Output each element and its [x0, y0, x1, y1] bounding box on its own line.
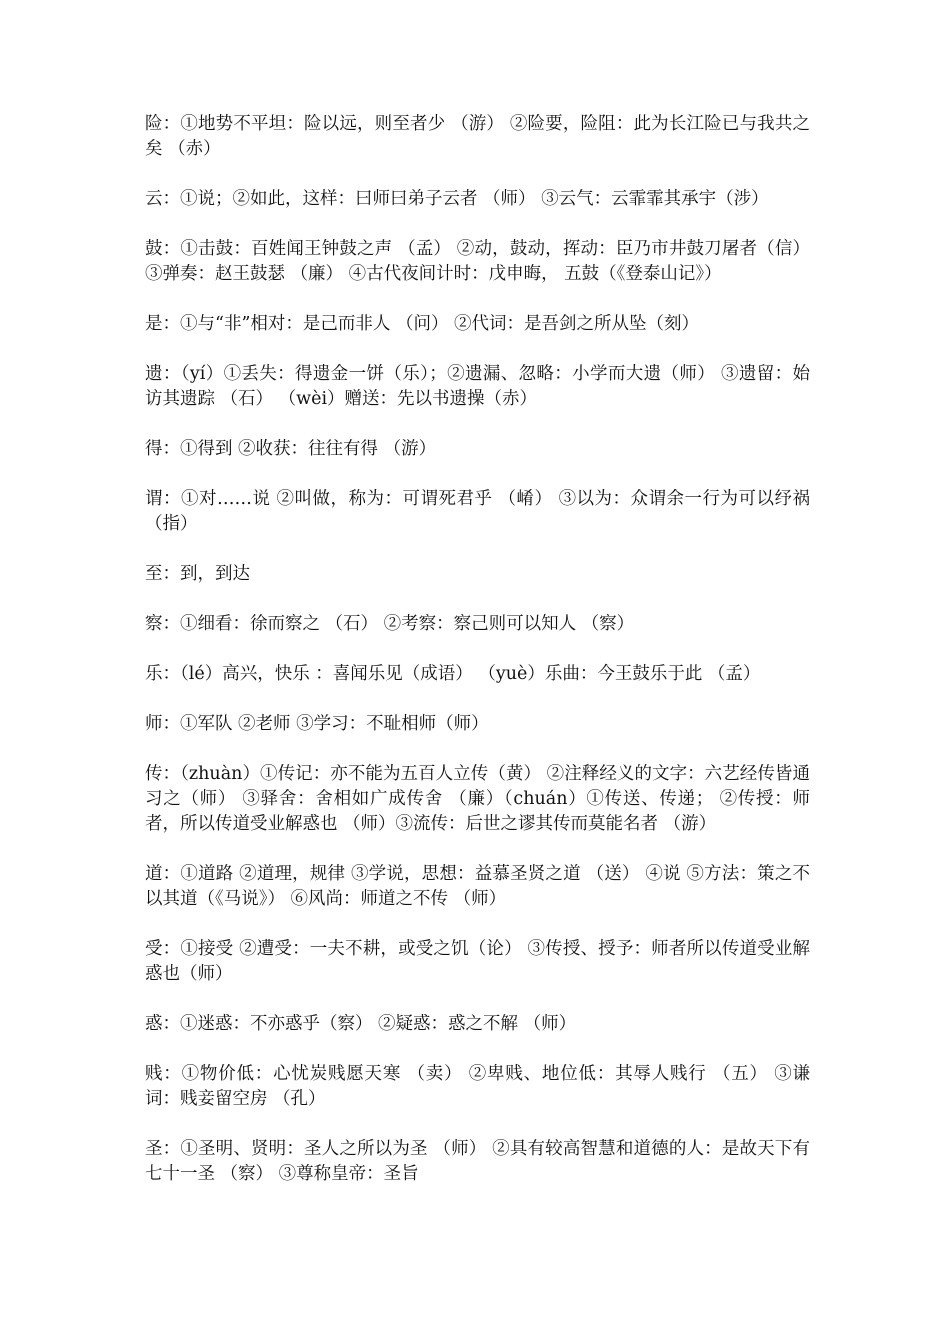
entry-gu: 鼓：①击鼓：百姓闻王钟鼓之声 （孟） ②动，鼓动，挥动：臣乃市井鼓刀屠者（信） ③弹奏：赵王鼓瑟 （廉） ④古代夜间计时：戊申晦， 五鼓（《登泰山记》）	[145, 239, 810, 284]
entry-wei: 谓：①对……说 ②叫做，称为：可谓死君乎 （崤） ③以为：众谓余一行为可以纾祸（指）	[145, 489, 810, 534]
entry-shi-teacher: 师：①军队 ②老师 ③学习：不耻相师（师）	[145, 714, 489, 734]
entry-cha: 察：①细看：徐而察之 （石） ②考察：察己则可以知人 （察）	[145, 614, 635, 634]
entry-le: 乐：（lé）高兴，快乐 ：喜闻乐见（成语） （yuè）乐曲：今王鼓乐于此 （孟）	[145, 664, 761, 684]
entry-yun: 云：①说；②如此，这样：曰师曰弟子云者 （师） ③云气：云霏霏其承宇（涉）	[145, 189, 769, 209]
entry-dao: 道：①道路 ②道理，规律 ③学说，思想：益慕圣贤之道 （送） ④说 ⑤方法：策之不以其道（《马说》） ⑥风尚：师道之不传 （师）	[145, 864, 810, 909]
entry-zhi: 至：到，到达	[145, 564, 250, 584]
entry-chuan: 传：（zhuàn）①传记：亦不能为五百人立传（黄） ②注释经义的文字：六艺经传皆通习之（师） ③驿舍：舍相如广成传舍 （廉）（chuán）①传送、传递； ②传授：师者，所以传道受业解惑也 （师）③流传：后世之谬其传而莫能名者 （游）	[145, 764, 810, 834]
entry-xian: 险：①地势不平坦：险以远，则至者少 （游） ②险要，险阻：此为长江险已与我共之矣 （赤）	[145, 114, 810, 159]
entry-huo: 惑：①迷惑：不亦惑乎（察） ②疑惑：惑之不解 （师）	[145, 1014, 577, 1034]
entry-shou: 受：①接受 ②遭受：一夫不耕，或受之饥（论） ③传授、授予：师者所以传道受业解惑也（师）	[145, 939, 810, 984]
entry-sheng: 圣：①圣明、贤明：圣人之所以为圣 （师） ②具有较高智慧和道德的人：是故天下有七十一圣 （察） ③尊称皇帝：圣旨	[145, 1139, 810, 1184]
entry-shi-is: 是：①与“非”相对：是己而非人 （问） ②代词：是吾剑之所从坠（刻）	[145, 314, 700, 334]
entry-jian: 贱：①物价低：心忧炭贱愿天寒 （卖） ②卑贱、地位低：其辱人贱行 （五） ③谦词：贱妾留空房 （孔）	[145, 1064, 810, 1109]
entry-de: 得：①得到 ②收获：往往有得 （游）	[145, 439, 437, 459]
document-page	[145, 112, 810, 1212]
entry-yi: 遗：（yí）①丢失：得遗金一饼（乐）；②遗漏、忽略：小学而大遗（师） ③遗留：始访其遗踪 （石） （wèi）赠送：先以书遗操（赤）	[145, 364, 810, 409]
